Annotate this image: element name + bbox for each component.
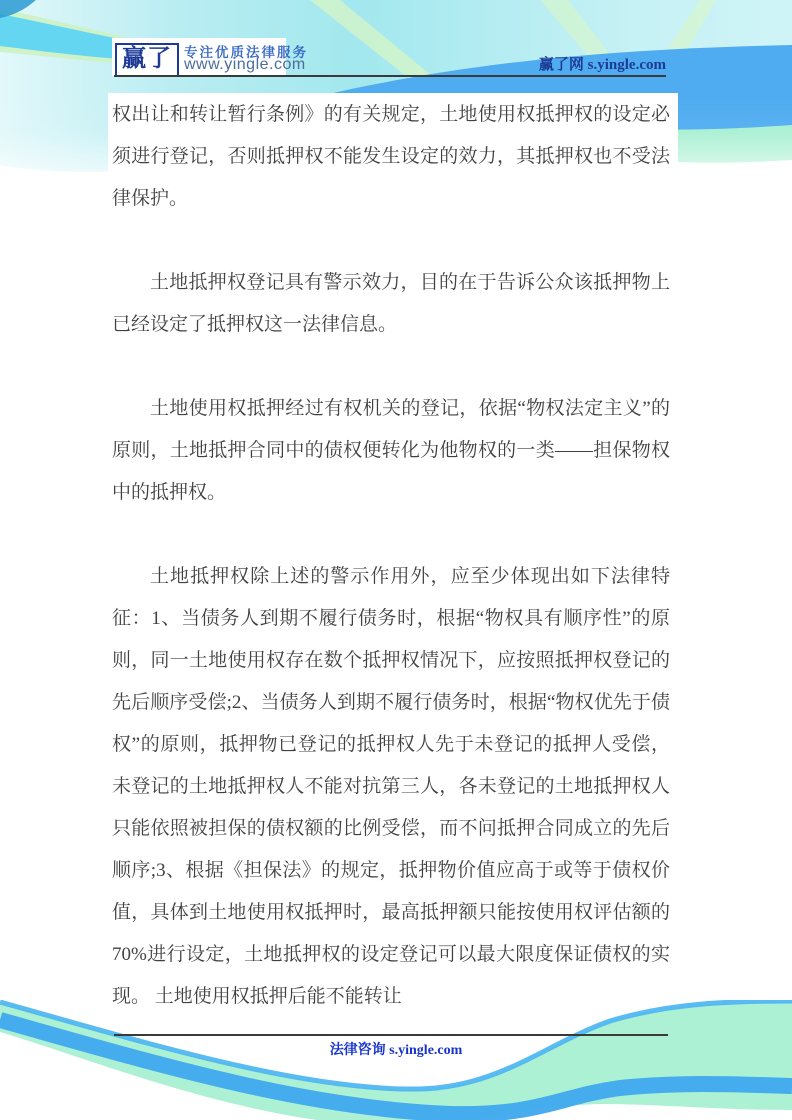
footer-rule (114, 1034, 668, 1036)
paragraph: 权出让和转让暂行条例》的有关规定，土地使用权抵押权的设定必须进行登记，否则抵押权不能发生设定的效力，其抵押权也不受法律保护。 (112, 104, 670, 209)
logo-url: www.yingle.com (184, 56, 306, 73)
paragraph: 土地抵押权除上述的警示作用外，应至少体现出如下法律特征：1、当债务人到期不履行债务时，根据“物权具有顺序性”的原则，同一土地使用权存在数个抵押权情况下，应按照抵押权登记的先后顺序受偿;2、当债务人到期不履行债务时，根据“物权优先于债权”的原则，抵押物已登记的抵押权人先于未登记的抵押人受偿，未登记的土地抵押权人不能对抗第三人，各未登记的土地抵押权人只能依照被担保的债权额的比例受偿，而不问抵押合同成立的先后顺序;3、根据《担保法》的规定，抵押物价值应高于或等于债权价值，具体到土地使用权抵押时，最高抵押额只能按使用权评估额的 70%进行设定，土地抵押权的设定登记可以最大限度保证债权的实现。 土地使用权抵押后能不能转让 (112, 566, 670, 1007)
logo-text: 赢了 (122, 46, 172, 72)
document-paragraphs (112, 94, 670, 1060)
logo (115, 43, 179, 77)
header-site-label: 赢了网 s.yingle.com (538, 57, 666, 73)
paragraph: 土地使用权抵押经过有权机关的登记，依据“物权法定主义”的原则，土地抵押合同中的债权便转化为他物权的一类——担保物权中的抵押权。 (112, 398, 670, 503)
footer-site-label: 法律咨询 s.yingle.com (329, 1043, 463, 1058)
header-rule (114, 75, 666, 77)
paragraph: 土地抵押权登记具有警示效力，目的在于告诉公众该抵押物上已经设定了抵押权这一法律信息。 (112, 272, 670, 335)
logo-tagline: 专注优质法律服务 (184, 45, 308, 60)
